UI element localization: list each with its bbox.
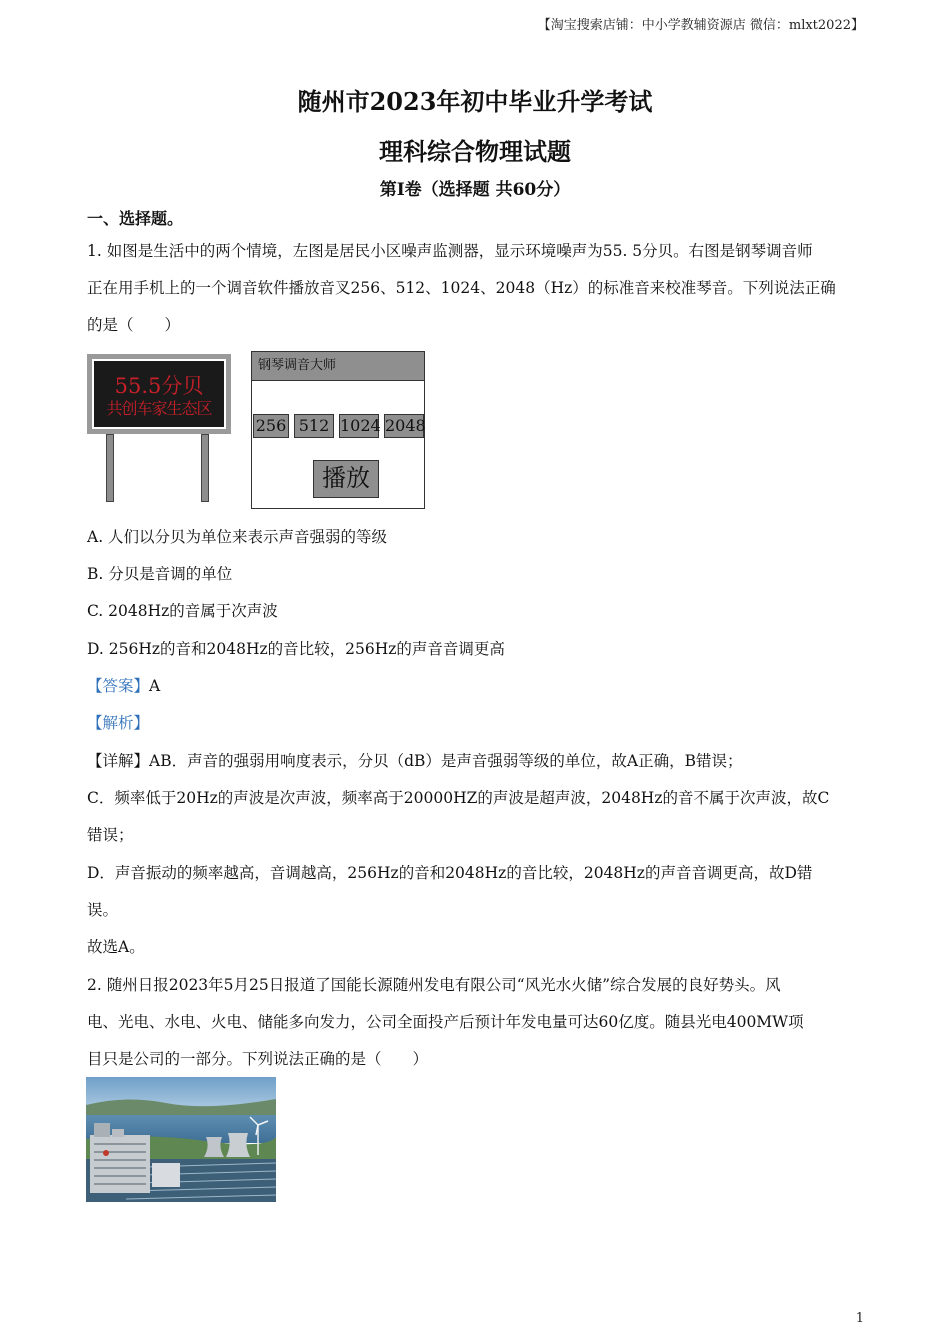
detail-line: D．声音振动的频率越高，音调越高，256Hz的音和2048Hz的音比较，2048Hz的声音音调更高，故D错 bbox=[87, 864, 813, 882]
app-title: 钢琴调音大师 bbox=[252, 352, 424, 381]
analysis-label: 【解析】 bbox=[87, 714, 150, 732]
exam-subtitle: 理科综合物理试题 bbox=[379, 137, 571, 166]
watermark-text: 【淘宝搜索店铺：中小学教辅资源店 微信：mlxt2022】 bbox=[537, 18, 864, 33]
detail-line: 误。 bbox=[87, 901, 119, 919]
board-motto: 共创车家生态区 bbox=[106, 399, 212, 418]
freq-button-512: 512 bbox=[294, 414, 334, 438]
exam-title: 随州市2023年初中毕业升学考试 bbox=[297, 87, 653, 116]
power-plant-photo bbox=[86, 1077, 276, 1202]
q1-stem-line: 1. 如图是生活中的两个情境，左图是居民小区噪声监测器，显示环境噪声为55. 5分贝。右图是钢琴调音师 bbox=[87, 242, 813, 260]
section-heading: 一、选择题。 bbox=[87, 209, 184, 228]
q2-stem-line: 电、光电、水电、火电、储能多向发力，公司全面投产后预计年发电量可达60亿度。随县光电400MW项 bbox=[87, 1013, 804, 1031]
noise-monitor-board bbox=[87, 354, 231, 434]
option-c: C. 2048Hz的音属于次声波 bbox=[87, 602, 278, 620]
detail-text: AB．声音的强弱用响度表示，分贝（dB）是声音强弱等级的单位，故A正确，B错误； bbox=[149, 752, 743, 770]
answer-label: 【答案】 bbox=[87, 677, 150, 695]
noise-monitor-display bbox=[92, 359, 226, 429]
detail-line: 错误； bbox=[87, 826, 134, 844]
power-plant-illustration bbox=[86, 1077, 276, 1202]
q1-stem-line: 正在用手机上的一个调音软件播放音叉256、512、1024、2048（Hz）的标准音来校准琴音。下列说法正确 bbox=[87, 279, 836, 297]
detail-label: 【详解】 bbox=[87, 752, 150, 770]
board-post bbox=[106, 434, 114, 502]
option-a: A. 人们以分贝为单位来表示声音强弱的等级 bbox=[87, 528, 388, 546]
answer-line bbox=[87, 676, 877, 696]
conclusion-line: 故选A。 bbox=[87, 938, 145, 956]
freq-button-2048: 2048 bbox=[384, 414, 424, 438]
answer-value: A bbox=[149, 677, 161, 695]
freq-button-1024: 1024 bbox=[339, 414, 379, 438]
board-post bbox=[201, 434, 209, 502]
option-b: B. 分贝是音调的单位 bbox=[87, 565, 233, 583]
piano-tuner-app bbox=[251, 351, 425, 509]
noise-reading: 55.5分贝 bbox=[114, 374, 204, 398]
q2-stem-line: 目只是公司的一部分。下列说法正确的是（ ） bbox=[87, 1050, 429, 1068]
detail-line: C．频率低于20Hz的声波是次声波，频率高于20000HZ的声波是超声波，2048Hz的音不属于次声波，故C bbox=[87, 789, 830, 807]
part-heading: 第I卷（选择题 共60分） bbox=[379, 180, 571, 200]
page-number: 1 bbox=[855, 1311, 864, 1326]
q1-stem-line: 的是（ ） bbox=[87, 316, 181, 334]
play-button: 播放 bbox=[313, 460, 379, 498]
detail-line bbox=[87, 751, 877, 771]
option-d: D. 256Hz的音和2048Hz的音比较，256Hz的声音音调更高 bbox=[87, 640, 505, 658]
q2-stem-line: 2. 随州日报2023年5月25日报道了国能长源随州发电有限公司“风光水火储”综合发展的良好势头。风 bbox=[87, 976, 781, 994]
freq-button-256: 256 bbox=[253, 414, 289, 438]
